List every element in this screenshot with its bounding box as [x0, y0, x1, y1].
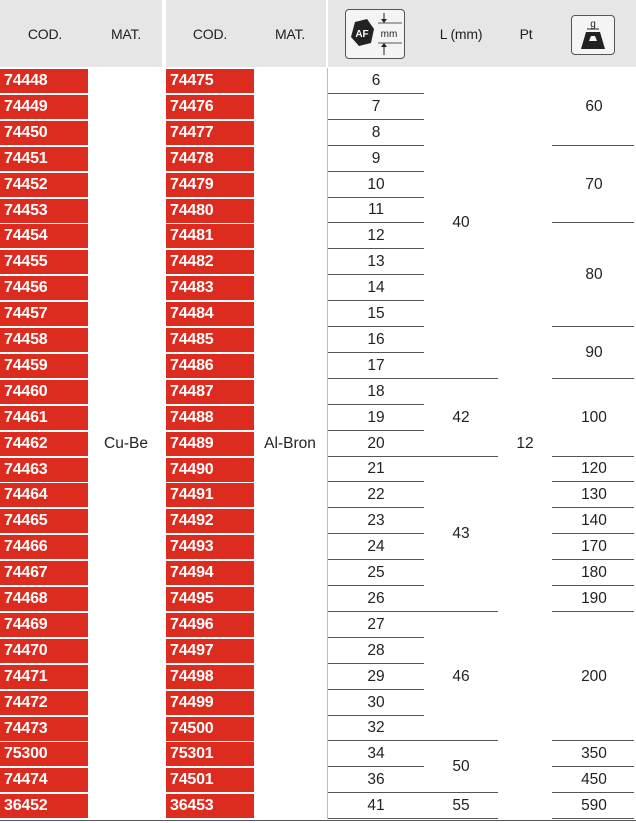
af-size-cell: 9 [371, 149, 381, 167]
code-left-cell: 74473 [0, 717, 88, 741]
af-badge-text: AF [355, 29, 369, 40]
weight-cell: 180 [581, 564, 607, 582]
code-right-cell: 74477 [166, 121, 254, 145]
code-right-cell: 74496 [166, 613, 254, 637]
header-pt [500, 0, 552, 67]
header-mat-right [254, 0, 326, 67]
code-left-cell: 75300 [0, 742, 88, 766]
code-right-cell: 74497 [166, 639, 254, 663]
code-right-cell: 74490 [166, 458, 254, 482]
weight-icon [571, 15, 615, 55]
code-left-cell: 74457 [0, 302, 88, 326]
af-unit-text: mm [380, 29, 398, 40]
af-size-cell: 16 [367, 330, 385, 348]
weight-cell: 450 [581, 771, 607, 789]
code-right-cell: 74476 [166, 95, 254, 119]
af-size-cell: 24 [367, 538, 385, 556]
weight-icon-graphic [572, 16, 614, 54]
af-size-cell: 12 [367, 227, 385, 245]
header-separator [326, 0, 328, 67]
length-cell: 50 [452, 758, 470, 776]
code-right-cell: 74489 [166, 432, 254, 456]
af-size-cell: 29 [367, 667, 385, 685]
length-cell: 42 [452, 408, 470, 426]
code-right-cell: 74483 [166, 276, 254, 300]
code-right-cell: 74475 [166, 69, 254, 93]
code-left-cell: 74466 [0, 535, 88, 559]
code-right-cell: 74491 [166, 483, 254, 507]
length-cell: 55 [452, 797, 470, 815]
code-left-cell: 74464 [0, 483, 88, 507]
af-size-cell: 8 [371, 123, 381, 141]
code-right-cell: 74484 [166, 302, 254, 326]
material-left-cell: Cu-Be [104, 434, 148, 452]
code-right-cell: 74501 [166, 768, 254, 792]
length-cell: 46 [452, 667, 470, 685]
header-cod-right [166, 0, 254, 67]
code-right-cell: 74485 [166, 328, 254, 352]
code-left-cell: 74462 [0, 432, 88, 456]
code-left-cell: 74455 [0, 250, 88, 274]
weight-cell: 350 [581, 745, 607, 763]
af-size-cell: 18 [367, 382, 385, 400]
code-right-cell: 74494 [166, 561, 254, 585]
code-right-cell: 74500 [166, 717, 254, 741]
code-right-cell: 74482 [166, 250, 254, 274]
af-size-cell: 22 [367, 486, 385, 504]
weight-unit-text: g [590, 19, 596, 30]
code-left-cell: 74458 [0, 328, 88, 352]
header-length-label: L (mm) [439, 25, 483, 42]
code-right-cell: 36453 [166, 794, 254, 818]
weight-cell: 170 [581, 538, 607, 556]
code-right-cell: 74479 [166, 173, 254, 197]
af-size-cell: 19 [367, 408, 385, 426]
header-mat-right-label: MAT. [274, 25, 306, 42]
code-left-cell: 74472 [0, 691, 88, 715]
code-right-cell: 74499 [166, 691, 254, 715]
weight-cell: 120 [581, 460, 607, 478]
code-left-cell: 74461 [0, 406, 88, 430]
weight-cell: 130 [581, 486, 607, 504]
code-left-cell: 74449 [0, 95, 88, 119]
af-size-cell: 21 [367, 460, 385, 478]
material-right-cell: Al-Bron [264, 434, 316, 452]
code-right-cell: 74492 [166, 509, 254, 533]
code-right-cell: 74481 [166, 224, 254, 248]
af-size-cell: 32 [367, 719, 385, 737]
code-left-cell: 74453 [0, 199, 88, 223]
code-left-cell: 74456 [0, 276, 88, 300]
af-size-cell: 26 [367, 589, 385, 607]
af-size-cell: 20 [367, 434, 385, 452]
code-left-cell: 74460 [0, 380, 88, 404]
code-left-cell: 74474 [0, 768, 88, 792]
length-divider [424, 818, 498, 819]
af-size-cell: 11 [367, 201, 385, 219]
af-size-cell: 14 [367, 279, 385, 297]
af-size-cell: 34 [367, 745, 385, 763]
af-size-cell: 17 [367, 356, 385, 374]
code-left-cell: 74469 [0, 613, 88, 637]
weight-cell: 70 [585, 175, 603, 193]
af-size-cell: 7 [371, 97, 381, 115]
header-mat-left-label: MAT. [110, 25, 142, 42]
table-bottom-rule [0, 820, 636, 821]
header-cod-right-label: COD. [192, 25, 228, 42]
code-left-cell: 74468 [0, 587, 88, 611]
code-left-cell: 74450 [0, 121, 88, 145]
weight-cell: 100 [581, 408, 607, 426]
af-size-cell: 41 [367, 797, 385, 815]
code-right-cell: 74493 [166, 535, 254, 559]
code-left-cell: 74448 [0, 69, 88, 93]
socket-af-size-icon-graphic [346, 10, 404, 58]
header-mat-left [90, 0, 162, 67]
weight-cell: 140 [581, 512, 607, 530]
code-right-cell: 74495 [166, 587, 254, 611]
code-left-cell: 36452 [0, 794, 88, 818]
code-left-cell: 74471 [0, 665, 88, 689]
weight-divider [552, 818, 634, 819]
af-size-cell: 15 [367, 305, 385, 323]
code-right-cell: 74480 [166, 199, 254, 223]
code-left-cell: 74451 [0, 147, 88, 171]
header-cod-left-label: COD. [27, 25, 63, 42]
weight-cell: 200 [581, 667, 607, 685]
code-right-cell: 74478 [166, 147, 254, 171]
code-left-cell: 74459 [0, 354, 88, 378]
code-left-cell: 74452 [0, 173, 88, 197]
weight-cell: 80 [585, 266, 603, 284]
weight-cell: 190 [581, 589, 607, 607]
weight-cell: 590 [581, 797, 607, 815]
code-right-cell: 74488 [166, 406, 254, 430]
code-right-cell: 74486 [166, 354, 254, 378]
code-left-cell: 74470 [0, 639, 88, 663]
af-size-cell: 10 [367, 175, 385, 193]
header-length [424, 0, 498, 67]
af-size-cell: 6 [371, 71, 381, 89]
af-size-cell: 23 [367, 512, 385, 530]
code-left-cell: 74463 [0, 458, 88, 482]
header-separator [162, 0, 166, 67]
weight-cell: 60 [585, 97, 603, 115]
af-size-cell: 28 [367, 641, 385, 659]
code-left-cell: 74467 [0, 561, 88, 585]
af-size-cell: 27 [367, 615, 385, 633]
header-pt-label: Pt [519, 25, 533, 42]
code-right-cell: 74498 [166, 665, 254, 689]
af-size-cell: 36 [367, 771, 385, 789]
af-size-cell: 30 [367, 693, 385, 711]
af-size-cell: 25 [367, 564, 385, 582]
code-right-cell: 75301 [166, 742, 254, 766]
length-cell: 40 [452, 214, 470, 232]
code-left-cell: 74454 [0, 224, 88, 248]
af-size-cell: 13 [367, 253, 385, 271]
socket-af-size-icon [345, 9, 405, 59]
weight-cell: 90 [585, 343, 603, 361]
length-cell: 43 [452, 525, 470, 543]
pt-value-cell: 12 [516, 434, 534, 452]
row-divider [328, 818, 424, 819]
header-cod-left [0, 0, 90, 67]
code-left-cell: 74465 [0, 509, 88, 533]
table-header [0, 0, 636, 67]
code-right-cell: 74487 [166, 380, 254, 404]
